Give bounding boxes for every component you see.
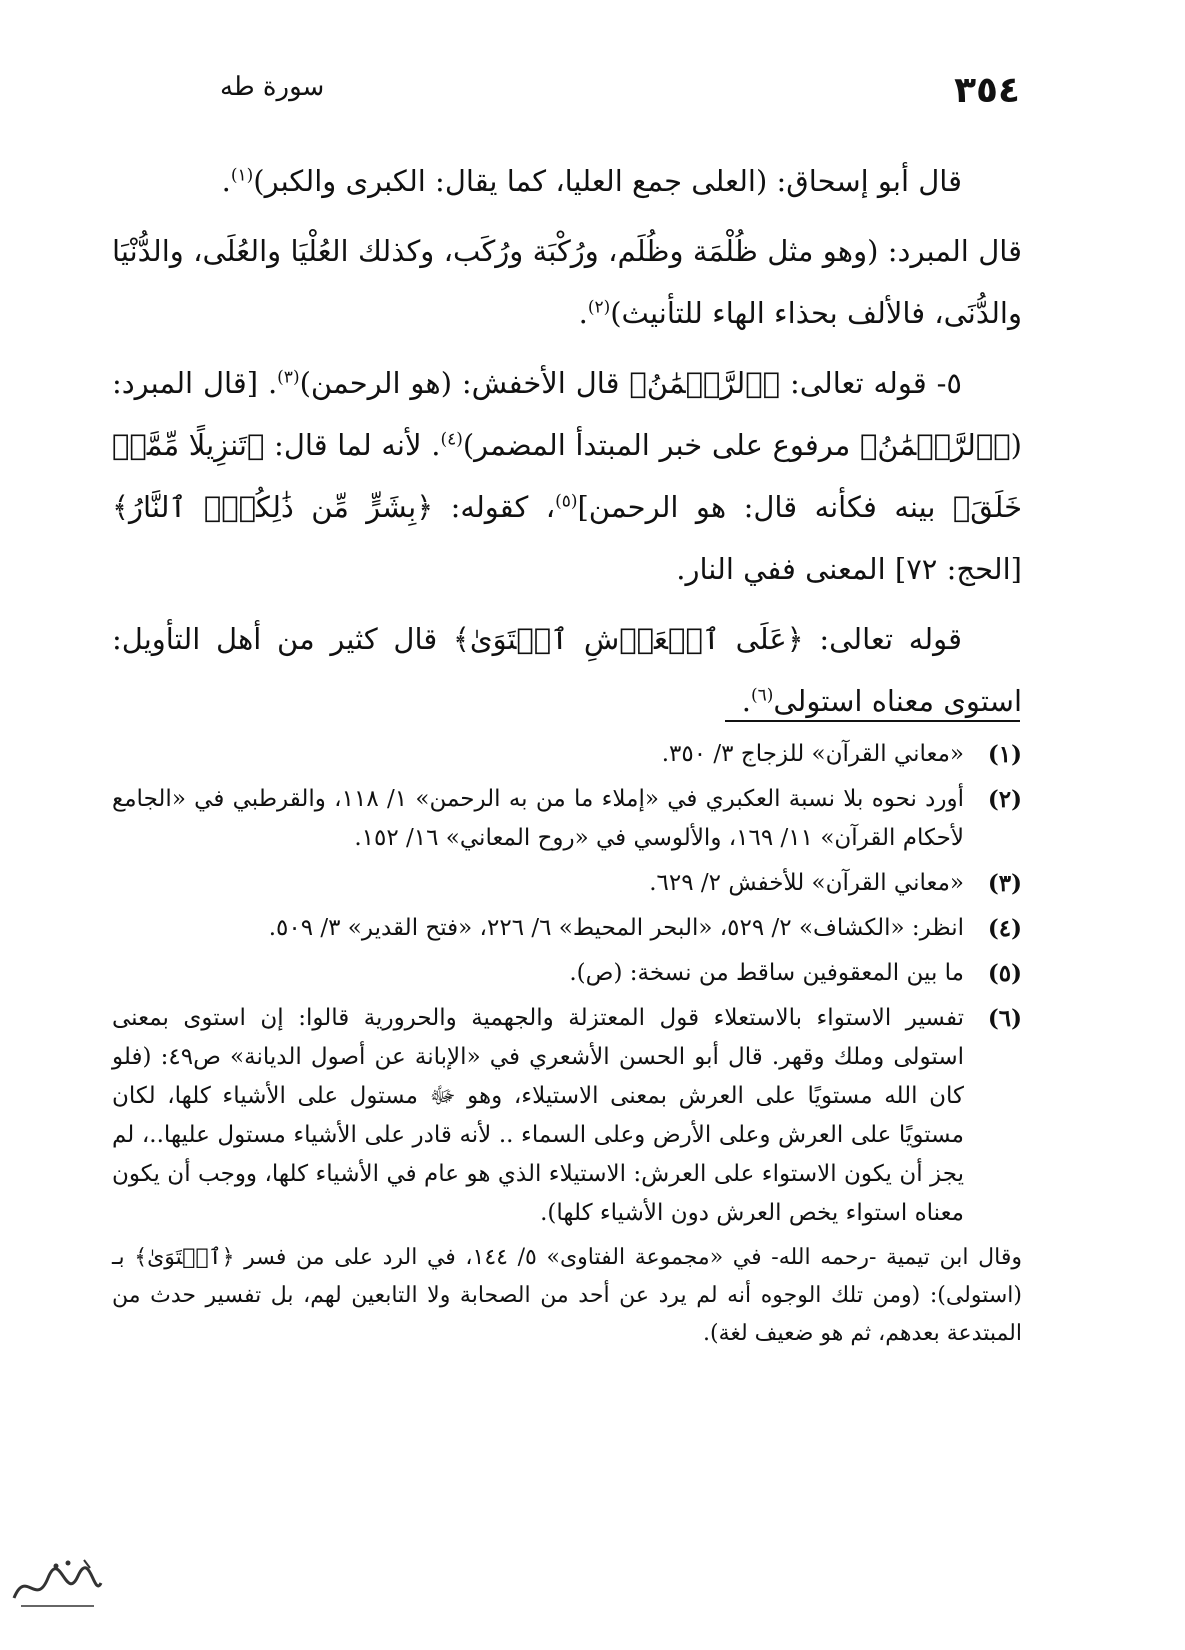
footnote-ref: (٣) bbox=[277, 367, 300, 388]
footnote-ref: (٢) bbox=[587, 297, 611, 318]
footnote-text: تفسير الاستواء بالاستعلاء قول المعتزلة والجهمية والحرورية قالوا: إن استوى بمعنى استولى وملك وقهر. قال أبو الحسن الأشعري في «الإبانة عن أصول الديانة» ص٤٩: (فلو كان الله مستويًا على العرش بمعنى الاستيلاء، وهو ﷻ مستول على الأشياء كلها، لكان مستويًا على العرش وعلى الأرض وعلى السماء .. لأنه قادر على الأشياء مستول عليها..، لم يجز أن يكون الاستواء على العرش: الاستيلاء الذي هو عام في الأشياء كلها، ووجب أن يكون معناه استواء يخص العرش دون الأشياء كلها). bbox=[112, 1005, 965, 1226]
footnote-ref: (٦) bbox=[750, 685, 774, 706]
paragraph-text: . [قال المبرد: (﴿ٱلرَّحۡمَٰنُ﴾ مرفوع على خبر المبتدأ المضمر) bbox=[112, 366, 1022, 462]
footnotes bbox=[112, 735, 1022, 1353]
footnote-4 bbox=[112, 909, 1022, 948]
footnote-text: أورد نحوه بلا نسبة العكبري في «إملاء ما من به الرحمن» ١/ ١١٨، والقرطبي في «الجامع لأحكام القرآن» ١١/ ١٦٩، والألوسي في «روح المعاني» ١٦/ ١٥٢. bbox=[112, 786, 965, 851]
paragraph-text: قوله تعالى: ﴿عَلَى ٱلۡعَرۡشِ ٱسۡتَوَىٰ﴾ قال كثير من أهل التأويل: استوى معناه استولى bbox=[112, 622, 1022, 718]
footnote-text: «معاني القرآن» للزجاج ٣/ ٣٥٠. bbox=[661, 741, 964, 767]
paragraph-abu-ishaq bbox=[112, 150, 1022, 212]
footnote-5 bbox=[112, 954, 1022, 993]
footnote-ref: (٤) bbox=[440, 429, 463, 450]
watermark-logo-icon bbox=[6, 1548, 106, 1618]
paragraph-verse-5 bbox=[112, 352, 1022, 600]
paragraph-tail: . bbox=[578, 296, 588, 330]
paragraph-tail: . bbox=[221, 164, 231, 198]
paragraph-text: قال أبو إسحاق: (العلى جمع العليا، كما يقال: الكبرى والكبر) bbox=[253, 164, 962, 198]
footnote-ref: (٥) bbox=[555, 491, 578, 512]
paragraph-text: قال المبرد: (وهو مثل ظُلْمَة وظُلَم، ورُكْبَة ورُكَب، وكذلك العُلْيَا والعُلَى، والدُّنْيَا والدُّنَى، فالألف بحذاء الهاء للتأنيث) bbox=[112, 234, 1022, 330]
footnote-number: (٤) bbox=[987, 915, 1022, 942]
footnote-separator bbox=[725, 720, 1020, 722]
main-text bbox=[112, 150, 1022, 740]
running-title: سورة طه bbox=[220, 72, 325, 102]
paragraph-tail: . bbox=[741, 684, 751, 718]
footnote-number: (٢) bbox=[987, 786, 1022, 813]
footnote-2 bbox=[112, 780, 1022, 858]
footnote-6 bbox=[112, 999, 1022, 1233]
footnote-number: (٦) bbox=[987, 1005, 1022, 1032]
footnote-1 bbox=[112, 735, 1022, 774]
paragraph-text: ، كقوله: ﴿بِشَرٍّ مِّن ذَٰلِكُمُۚ ٱلنَّارُ﴾ [الحج: ٧٢] المعنى ففي النار. bbox=[112, 490, 1022, 586]
footnote-text: ما بين المعقوفين ساقط من نسخة: (ص). bbox=[569, 960, 964, 986]
footnote-ref: (١) bbox=[230, 165, 254, 186]
paragraph-mubarrad bbox=[112, 220, 1022, 344]
footnote-text: «معاني القرآن» للأخفش ٢/ ٦٢٩. bbox=[649, 870, 964, 896]
page-header bbox=[200, 70, 1020, 120]
footnote-3 bbox=[112, 864, 1022, 903]
paragraph-text: ٥- قوله تعالى: ﴿ٱلرَّحۡمَٰنُ﴾ قال الأخفش: (هو الرحمن) bbox=[299, 366, 962, 400]
paragraph-istawa bbox=[112, 608, 1022, 732]
footnote-continuation: وقال ابن تيمية -رحمه الله- في «مجموعة الفتاوى» ٥/ ١٤٤، في الرد على من فسر ﴿ٱسۡتَوَىٰ﴾ بـ (استولى): (ومن تلك الوجوه أنه لم يرد عن أحد من الصحابة ولا التابعين لهم، بل تفسير حدث من المبتدعة بعدهم، ثم هو ضعيف لغة). bbox=[112, 1245, 1022, 1346]
footnote-number: (١) bbox=[987, 741, 1022, 768]
paragraph-text: . لأنه لما قال: ﴿تَنزِيلًا مِّمَّنۡ خَلَقَ﴾ بينه فكأنه قال: هو الرحمن] bbox=[112, 428, 1022, 524]
footnote-text: انظر: «الكشاف» ٢/ ٥٢٩، «البحر المحيط» ٦/ ٢٢٦، «فتح القدير» ٣/ ٥٠٩. bbox=[268, 915, 964, 941]
footnote-number: (٣) bbox=[987, 870, 1022, 897]
library-logo-watermark bbox=[6, 1548, 106, 1618]
footnote-number: (٥) bbox=[987, 960, 1022, 987]
page-number: ٣٥٤ bbox=[954, 70, 1020, 111]
